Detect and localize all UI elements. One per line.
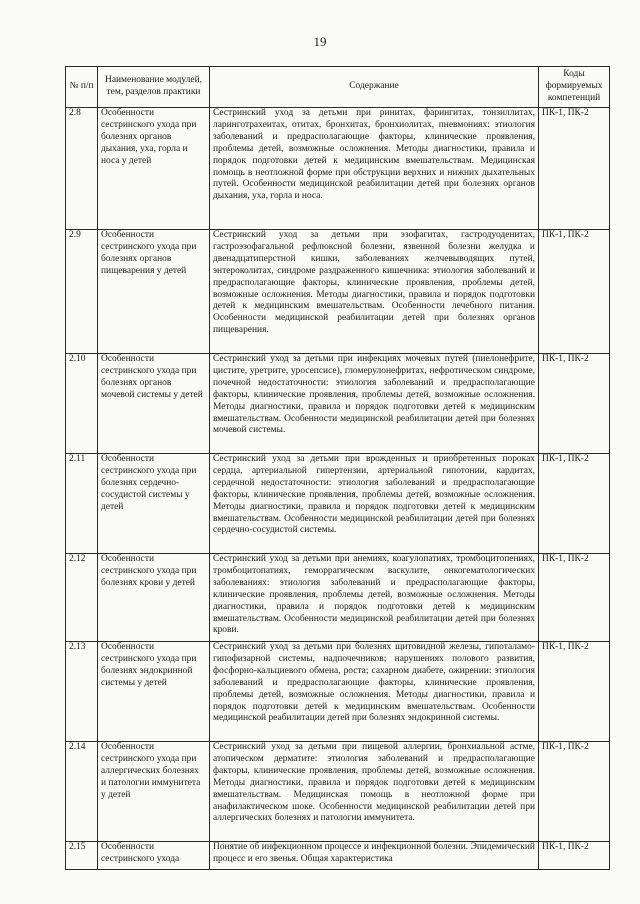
row-content: Сестринский уход за детьми при болезнях щитовидной железы, гипоталамо-гипофизарной системы, надпочечников; нарушениях полового развития, фосфорно-кальциевого обмена, роста; сахарном диабете, ожирении: этиология заболеваний и предрасполагающие факторы, клинические проявления, проблемы детей, возможные осложнения. Методы диагностики, правила и порядок подготовки детей к медицинским вмешательствам. Особенности медицинской реабилитации детей при болезнях эндокринной системы. [210, 642, 539, 742]
table-row [66, 354, 610, 454]
row-name: Особенности сестринского ухода при болезнях органов дыхания, уха, горла и носа у детей [98, 108, 210, 230]
table-row [66, 642, 610, 742]
table-row [66, 108, 610, 230]
row-name: Особенности сестринского ухода при аллергических болезнях и патологии иммунитета у детей [98, 742, 210, 842]
row-content: Сестринский уход за детьми при инфекциях мочевых путей (пиелонефрите, цистите, уретрите, уросепсисе), гломерулонефритах, нефротическом синдроме, почечной недостаточности: этиология заболеваний и предрасполагающие факторы, клинические проявления, проблемы детей, возможные осложнения. Методы диагностики, правила и порядок подготовки детей к медицинским вмешательствам. Особенности медицинской реабилитации детей при болезнях мочевой системы. [210, 354, 539, 454]
row-name: Особенности сестринского ухода при болезнях сердечно-сосудистой системы у детей [98, 454, 210, 554]
row-num: 2.13 [66, 642, 98, 742]
row-codes: ПК-1, ПК-2 [539, 842, 610, 870]
row-content: Сестринский уход за детьми при анемиях, коагулопатиях, тромбоцитопениях, тромбоцитопатиях, геморрагическом васкулите, онкогематологических заболеваниях: этиология заболеваний и предрасполагающие факторы, клинические проявления, проблемы детей, возможные осложнения. Методы диагностики, правила и порядок подготовки детей к медицинским вмешательствам. Особенности медицинской реабилитации детей при болезнях крови. [210, 554, 539, 642]
table-row [66, 454, 610, 554]
row-num: 2.10 [66, 354, 98, 454]
table-row [66, 554, 610, 642]
table-row [66, 742, 610, 842]
row-num: 2.8 [66, 108, 98, 230]
row-name: Особенности сестринского ухода [98, 842, 210, 870]
header-codes: Коды формируемых компетенций [539, 67, 610, 108]
row-num: 2.11 [66, 454, 98, 554]
row-content: Сестринский уход за детьми при пищевой аллергии, бронхиальной астме, атопическом дерматите: этиология заболеваний и предрасполагающие факторы, клинические проявления, проблемы детей, возможные осложнения. Методы диагностики, правила и порядок подготовки детей к медицинским вмешательствам. Медицинская помощь в неотложной форме при анафилактическом шоке. Особенности медицинской реабилитации детей при аллергических болезнях и патологии иммунитета. [210, 742, 539, 842]
row-num: 2.15 [66, 842, 98, 870]
curriculum-table [65, 66, 610, 870]
row-name: Особенности сестринского ухода при болезнях эндокринной системы у детей [98, 642, 210, 742]
row-codes: ПК-1, ПК-2 [539, 454, 610, 554]
header-num: № п/п [66, 67, 98, 108]
row-num: 2.12 [66, 554, 98, 642]
row-content: Сестринский уход за детьми при эзофагитах, гастродуоденитах, гастроэзофагальной рефлюксной болезни, язвенной болезни желудка и двенадцатиперстной кишки, заболеваниях желчевыводящих путей, энтероколитах, синдроме раздраженного кишечника: этиология заболеваний и предрасполагающие факторы, клинические проявления, проблемы детей, возможные осложнения. Методы диагностики, правила и порядок подготовки детей к медицинским вмешательствам. Особенности лечебного питания. Особенности медицинской реабилитации детей при болезнях органов пищеварения. [210, 230, 539, 354]
header-content: Содержание [210, 67, 539, 108]
row-codes: ПК-1, ПК-2 [539, 742, 610, 842]
row-codes: ПК-1, ПК-2 [539, 230, 610, 354]
row-name: Особенности сестринского ухода при болезнях органов пищеварения у детей [98, 230, 210, 354]
row-num: 2.14 [66, 742, 98, 842]
row-codes: ПК-1, ПК-2 [539, 642, 610, 742]
row-name: Особенности сестринского ухода при болезнях органов мочевой системы у детей [98, 354, 210, 454]
row-codes: ПК-1, ПК-2 [539, 108, 610, 230]
row-content: Сестринский уход за детьми при ринитах, фарингитах, тонзиллитах, ларинготрахеитах, отитах, бронхитах, бронхиолитах, пневмониях: этиология заболеваний и предрасполагающие факторы, клинические проявления, проблемы детей, возможные осложнения. Методы диагностики, правила и порядок подготовки детей к медицинским вмешательствам. Медицинская помощь в неотложной форме при обструкции верхних и нижних дыхательных путей. Особенности медицинской реабилитации детей при болезнях органов дыхания, уха, горла и носа. [210, 108, 539, 230]
table-row [66, 230, 610, 354]
page-number: 19 [313, 34, 327, 49]
row-num: 2.9 [66, 230, 98, 354]
row-content: Сестринский уход за детьми при врожденных и приобретенных пороках сердца, артериальной гипертензии, артериальной гипотонии, кардитах, сердечной недостаточности: этиология заболеваний и предрасполагающие факторы, клинические проявления, проблемы детей, возможные осложнения. Методы диагностики, правила и порядок подготовки детей к медицинским вмешательствам. Особенности медицинской реабилитации детей при болезнях сердечно-сосудистой системы. [210, 454, 539, 554]
row-codes: ПК-1, ПК-2 [539, 554, 610, 642]
row-name: Особенности сестринского ухода при болезнях крови у детей [98, 554, 210, 642]
row-content: Понятие об инфекционном процессе и инфекционной болезни. Эпидемический процесс и его звенья. Общая характеристика [210, 842, 539, 870]
row-codes: ПК-1, ПК-2 [539, 354, 610, 454]
table-header-row [66, 67, 610, 108]
header-name: Наименование модулей, тем, разделов практики [98, 67, 210, 108]
table-row [66, 842, 610, 870]
